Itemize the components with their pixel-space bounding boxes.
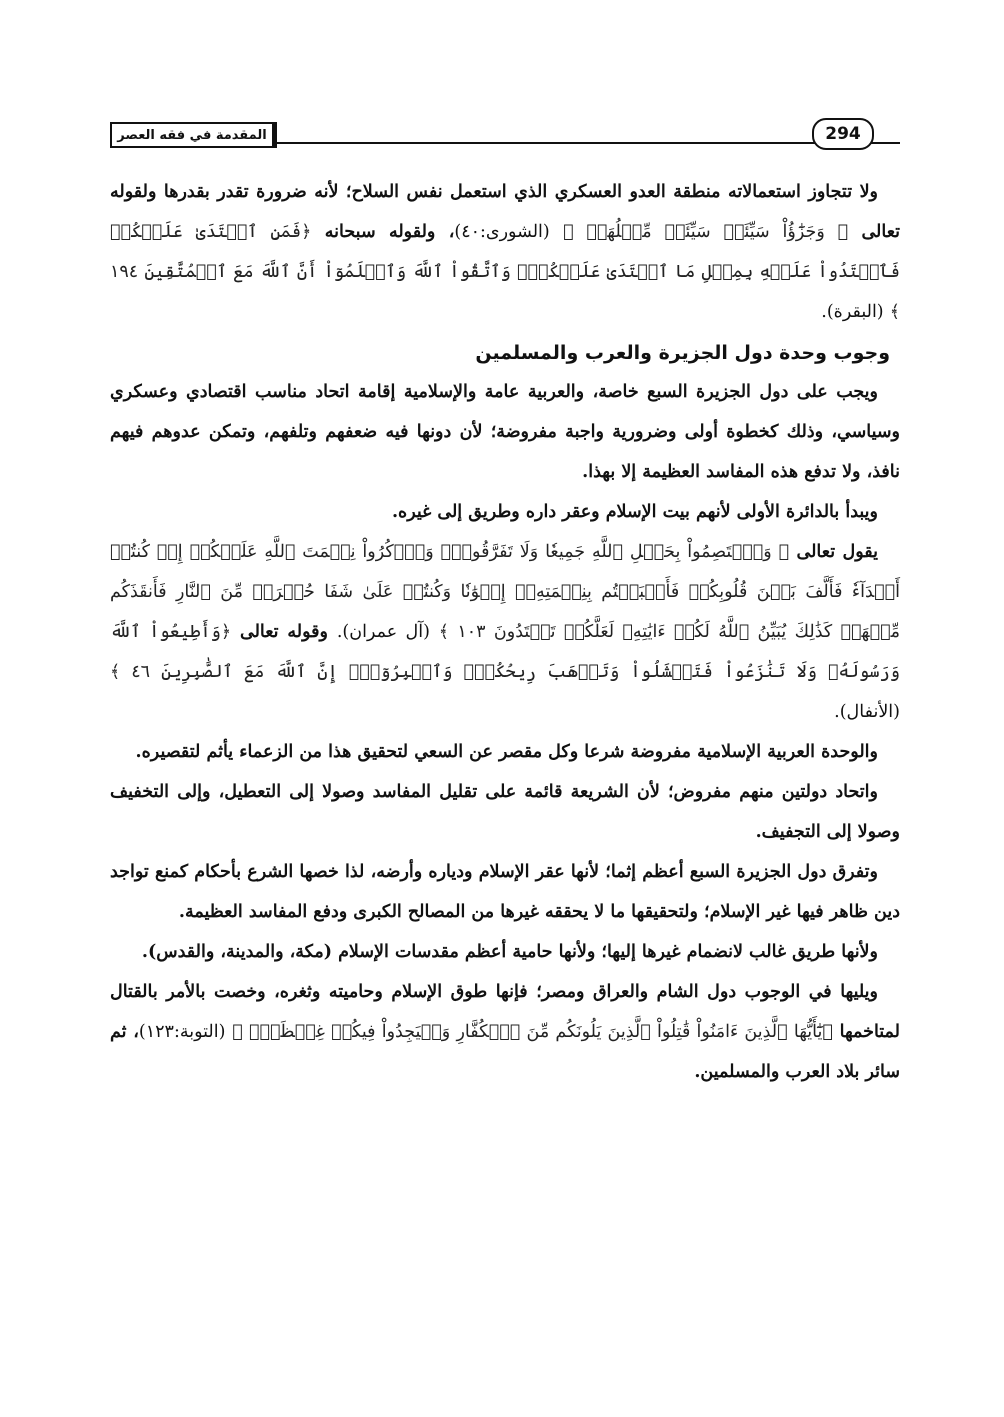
- paragraph-4-lead: يقول تعالى: [796, 542, 878, 562]
- section-heading: وجوب وحدة دول الجزيرة والعرب والمسلمين: [475, 342, 890, 364]
- paragraph-5: والوحدة العربية الإسلامية مفروضة شرعا وكل مقصر عن السعي لتحقيق هذا من الزعماء يأثم لتقصيره.: [135, 742, 878, 762]
- paragraph-6: واتحاد دولتين منهم مفروض؛ لأن الشريعة قائمة على تقليل المفاسد وصولا إلى التعطيل، وإلى التخفيف وصولا إلى التجفيف.: [110, 782, 900, 842]
- paragraph-1-text: ولا تتجاوز استعمالاته منطقة العدو العسكري الذي استعمل نفس السلاح؛ لأنه ضرورة تقدر بقدرها ولقوله تعالى: [110, 182, 901, 242]
- paragraph-9-tail: ، ثم سائر بلاد العرب والمسلمين.: [110, 1022, 900, 1082]
- paragraph-4: [110, 532, 900, 732]
- paragraph-9: [110, 972, 900, 1092]
- quran-verse: ﴿ وَٱعۡتَصِمُواْ بِحَبۡلِ ٱللَّهِ جَمِيعٗا وَلَا تَفَرَّقُواْۚ وَٱذۡكُرُواْ نِعۡمَتَ ٱللَّهِ عَلَيۡكُمۡ إِذۡ كُنتُمۡ أَعۡدَآءٗ فَأَلَّفَ بَيۡنَ قُلُوبِكُمۡ فَأَصۡبَحۡتُم بِنِعۡمَتِهِۦٓ إِخۡوَٰنٗا وَكُنتُمۡ عَلَىٰ شَفَا حُفۡرَةٖ مِّنَ ٱلنَّارِ فَأَنقَذَكُم مِّنۡهَاۗ كَذَٰلِكَ يُبَيِّنُ ٱللَّهُ لَكُمۡ ءَايَٰتِهِۦ لَعَلَّكُمۡ تَهۡتَدُونَ ١٠٣ ﴾: [110, 542, 900, 642]
- quran-verse: ﴿ وَجَزَٰٓؤُاْ سَيِّئَةٖ سَيِّئَةٞ مِّثۡلُهَاۖ ﴾: [563, 222, 849, 242]
- page-number: 294: [812, 118, 874, 150]
- verse-reference: (البقرة).: [821, 302, 884, 322]
- verse-reference: (التوبة:١٢٣): [138, 1022, 226, 1042]
- verse-reference: (الشورى:٤٠): [454, 222, 550, 242]
- paragraph-1-mid: ، ولقوله سبحانه: [324, 222, 455, 242]
- paragraph-9-text: ويليها في الوجوب دول الشام والعراق ومصر؛ فإنها طوق الإسلام وحاميته وثغره، وخصت بالأمر بالقتال لمتاخمها: [110, 982, 901, 1042]
- paragraph-4-mid: وقوله تعالى: [239, 622, 328, 642]
- verse-reference: (آل عمران).: [336, 622, 430, 642]
- quran-verse: ﴿فَمَنِ ٱعۡتَدَىٰ عَلَيۡكُمۡ فَٱعۡتَدُواْ عَلَيۡهِ بِمِثۡلِ مَا ٱعۡتَدَىٰ عَلَيۡكُمۡۚ وَٱتَّقُواْ ٱللَّهَ وَٱعۡلَمُوٓاْ أَنَّ ٱللَّهَ مَعَ ٱلۡمُتَّقِينَ ١٩٤ ﴾: [110, 222, 900, 322]
- paragraph-3: ويبدأ بالدائرة الأولى لأنهم بيت الإسلام وعقر داره وطريق إلى غيره.: [391, 502, 878, 522]
- book-title: المقدمة في فقه العصر: [110, 122, 277, 148]
- paragraph-1: [110, 172, 900, 332]
- paragraph-2: ويجب على دول الجزيرة السبع خاصة، والعربية عامة والإسلامية إقامة اتحاد مناسب اقتصادي وعسكري وسياسي، وذلك كخطوة أولى وضرورية واجبة مفروضة؛ لأن دونها فيه ضعفهم وتلفهم، وتمكن عدوهم فيهم نافذ، ولا تدفع هذه المفاسد العظيمة إلا بهذا.: [110, 382, 900, 482]
- page-body: [110, 172, 900, 1092]
- page-header: [110, 118, 900, 152]
- paragraph-7: وتفرق دول الجزيرة السبع أعظم إثما؛ لأنها عقر الإسلام ودياره وأرضه، لذا خصها الشرع بأحكام كمنع تواجد دين ظاهر فيها غير الإسلام؛ ولتحقيقها ما لا يحققه غيرها من المصالح الكبرى ودفع المفاسد العظيمة.: [110, 862, 900, 922]
- quran-verse: ﴿يَٰٓأَيُّهَا ٱلَّذِينَ ءَامَنُواْ قَٰتِلُواْ ٱلَّذِينَ يَلُونَكُم مِّنَ ٱلۡكُفَّارِ وَلۡيَجِدُواْ فِيكُمۡ غِلۡظَةٗۚ ﴾: [232, 1022, 833, 1042]
- quran-verse: ﴿وَأَطِيعُواْ ٱللَّهَ وَرَسُولَهُۥ وَلَا تَنَٰزَعُواْ فَتَفۡشَلُواْ وَتَذۡهَبَ رِيحُكُمۡۖ وَٱصۡبِرُوٓاْۚ إِنَّ ٱللَّهَ مَعَ ٱلصَّٰبِرِينَ ٤٦ ﴾: [110, 622, 900, 682]
- verse-reference: (الأنفال).: [834, 702, 900, 722]
- paragraph-8: ولأنها طريق غالب لانضمام غيرها إليها؛ ولأنها حامية أعظم مقدسات الإسلام (مكة، والمدينة، والقدس).: [141, 942, 878, 962]
